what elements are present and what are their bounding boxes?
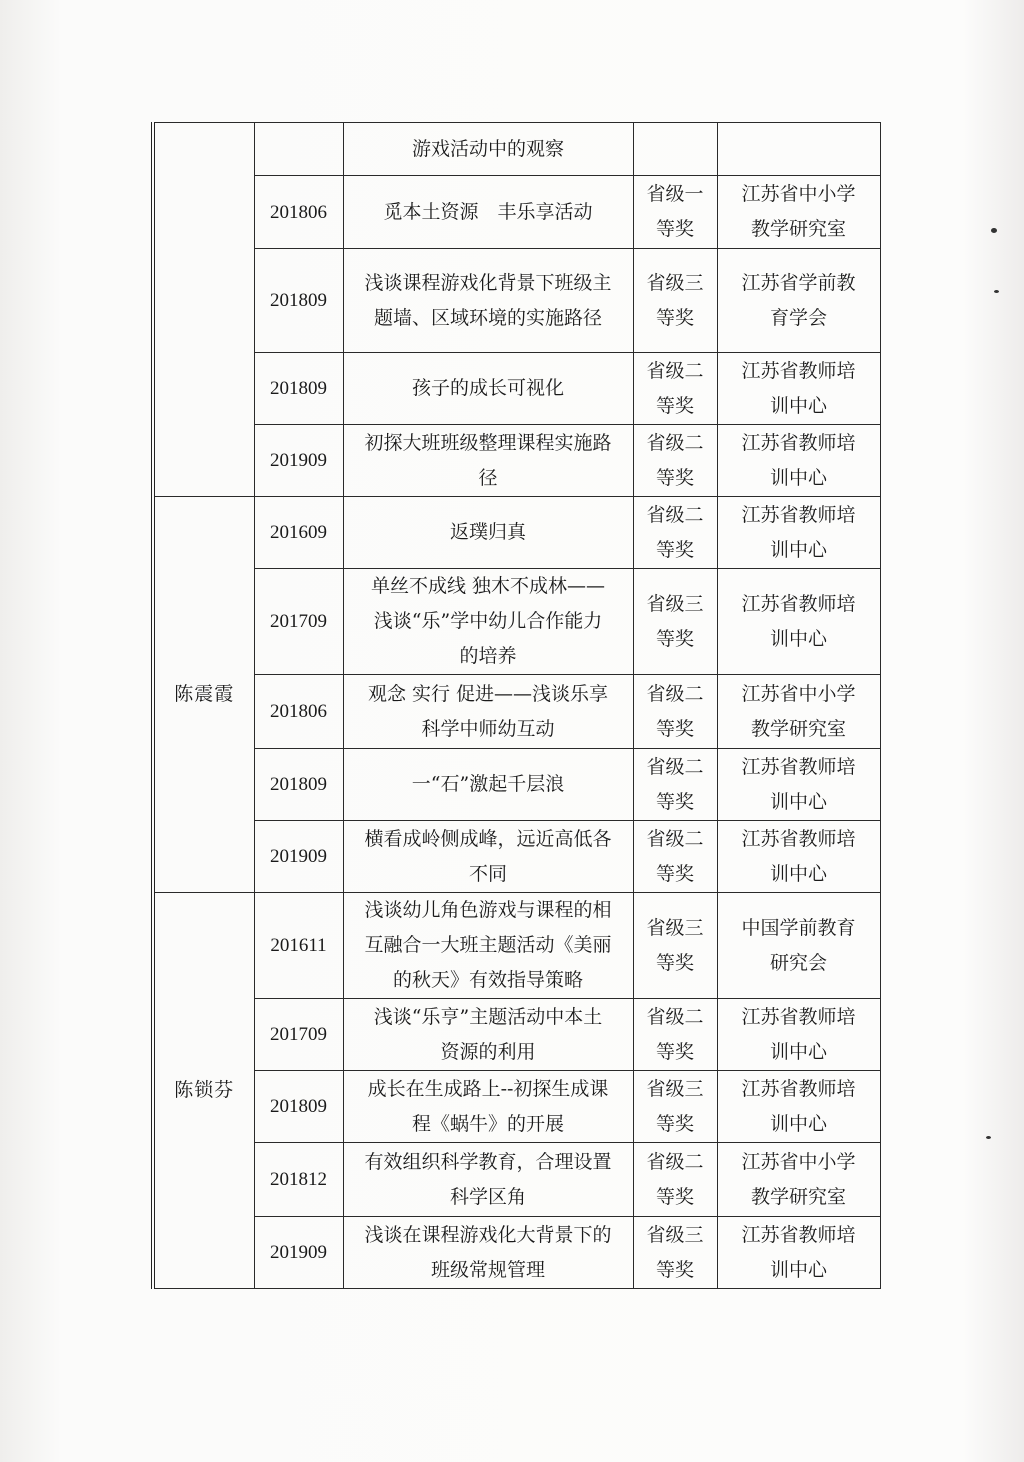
awarding-org-line: 训中心 xyxy=(769,394,827,417)
paper-title-cell xyxy=(343,353,633,425)
paper-title-line: 浅谈“乐”学中幼儿合作能力 xyxy=(373,610,603,632)
paper-title-line: 觅本土资源 丰乐享活动 xyxy=(383,200,593,223)
table-row xyxy=(153,1217,880,1289)
table-row xyxy=(153,1071,880,1143)
award-level-line: 省级二 xyxy=(646,755,704,778)
awarding-org-line: 教学研究室 xyxy=(750,1185,846,1208)
awarding-org-line: 江苏省教师培 xyxy=(741,431,856,454)
paper-title-cell xyxy=(343,1143,633,1217)
awarding-org-cell xyxy=(717,353,880,425)
award-level-line: 等奖 xyxy=(655,1040,694,1063)
award-level-cell xyxy=(633,999,717,1071)
awarding-org-cell xyxy=(717,569,880,675)
award-level-cell xyxy=(633,675,717,749)
table-row xyxy=(153,123,880,176)
paper-title-cell xyxy=(343,249,633,353)
paper-title-cell xyxy=(343,1217,633,1289)
award-level-line: 省级一 xyxy=(646,183,704,205)
awarding-org-cell xyxy=(717,176,880,249)
awarding-org-line: 训中心 xyxy=(769,790,827,813)
paper-title-line: 科学区角 xyxy=(449,1185,526,1208)
award-level-line: 省级三 xyxy=(646,592,704,615)
award-date-cell: 201809 xyxy=(254,749,343,821)
awarding-org-line: 训中心 xyxy=(769,538,827,561)
award-level-line: 省级二 xyxy=(646,827,704,850)
teacher-name-cell: 陈锁芬 xyxy=(153,893,254,1289)
award-level-line: 等奖 xyxy=(655,1185,694,1208)
awards-table xyxy=(151,122,881,1289)
paper-title-line: 初探大班班级整理课程实施路 xyxy=(364,431,612,454)
scan-speck xyxy=(986,1136,991,1139)
award-level-cell xyxy=(633,176,717,249)
awarding-org-line: 教学研究室 xyxy=(750,218,846,240)
table-row xyxy=(153,1143,880,1217)
paper-title-line: 浅谈幼儿角色游戏与课程的相 xyxy=(364,899,612,921)
paper-title-cell xyxy=(343,749,633,821)
table-row xyxy=(153,425,880,497)
award-level-line: 省级三 xyxy=(646,916,704,939)
scan-speck xyxy=(994,290,999,293)
awarding-org-cell xyxy=(717,821,880,893)
award-date-cell: 201611 xyxy=(254,893,343,999)
paper-title-line: 的秋天》有效指导策略 xyxy=(392,969,583,991)
awarding-org-line: 江苏省教师培 xyxy=(741,359,856,382)
awarding-org-cell xyxy=(717,123,880,176)
paper-title-line: 题墙、区域环境的实施路径 xyxy=(373,306,602,329)
award-level-cell xyxy=(633,1143,717,1217)
award-level-line: 省级二 xyxy=(646,431,704,454)
awarding-org-line: 训中心 xyxy=(769,1112,827,1135)
award-level-line: 等奖 xyxy=(655,466,694,489)
paper-title-line: 孩子的成长可视化 xyxy=(411,377,564,399)
award-level-line: 等奖 xyxy=(655,790,694,813)
teacher-name-cell: 陈震霞 xyxy=(153,497,254,893)
awarding-org-cell xyxy=(717,999,880,1071)
table-row xyxy=(153,249,880,353)
awarding-org-line: 江苏省教师培 xyxy=(741,1223,856,1246)
award-date-cell: 201909 xyxy=(254,821,343,893)
awarding-org-cell xyxy=(717,497,880,569)
table-row xyxy=(153,497,880,569)
paper-title-cell xyxy=(343,569,633,675)
awarding-org-line: 江苏省教师培 xyxy=(741,1005,856,1028)
award-level-cell xyxy=(633,497,717,569)
awarding-org-line: 江苏省学前教 xyxy=(741,271,856,294)
paper-title-cell xyxy=(343,176,633,249)
award-level-cell xyxy=(633,1217,717,1289)
awarding-org-line: 江苏省教师培 xyxy=(741,1077,856,1100)
paper-title-cell xyxy=(343,425,633,497)
award-level-line: 省级二 xyxy=(646,1005,704,1028)
award-level-cell xyxy=(633,353,717,425)
awarding-org-cell xyxy=(717,749,880,821)
award-date-cell: 201806 xyxy=(254,176,343,249)
awarding-org-line: 江苏省教师培 xyxy=(741,503,856,526)
award-level-line: 等奖 xyxy=(655,627,694,650)
awarding-org-line: 江苏省教师培 xyxy=(741,827,856,850)
award-level-line: 等奖 xyxy=(655,394,694,417)
award-level-line: 省级三 xyxy=(646,271,704,294)
award-date-cell xyxy=(254,123,343,176)
paper-title-line: 有效组织科学教育，合理设置 xyxy=(364,1150,612,1173)
table-row xyxy=(153,893,880,999)
awarding-org-line: 训中心 xyxy=(769,1258,827,1281)
paper-title-line: 成长在生成路上--初探生成课 xyxy=(367,1077,609,1100)
paper-title-line: 横看成岭侧成峰，远近高低各 xyxy=(364,827,612,850)
award-level-cell xyxy=(633,569,717,675)
paper-title-line: 单丝不成线 独木不成林—— xyxy=(370,575,606,597)
awarding-org-line: 江苏省教师培 xyxy=(741,592,856,615)
award-level-line: 等奖 xyxy=(655,862,694,885)
award-level-line: 等奖 xyxy=(655,951,694,974)
award-level-cell xyxy=(633,1071,717,1143)
paper-title-line: 互融合一大班主题活动《美丽 xyxy=(364,934,612,956)
awarding-org-line: 研究会 xyxy=(769,951,827,974)
award-date-cell: 201909 xyxy=(254,425,343,497)
paper-title-line: 返璞归真 xyxy=(449,521,526,543)
table-row xyxy=(153,749,880,821)
awarding-org-line: 训中心 xyxy=(769,466,827,489)
award-date-cell: 201709 xyxy=(254,569,343,675)
table-row xyxy=(153,353,880,425)
award-date-cell: 201809 xyxy=(254,249,343,353)
award-level-line: 等奖 xyxy=(655,1112,694,1135)
awarding-org-line: 训中心 xyxy=(769,627,827,650)
paper-title-cell xyxy=(343,675,633,749)
award-level-line: 省级三 xyxy=(646,1077,704,1100)
paper-title-line: 科学中师幼互动 xyxy=(421,717,555,740)
award-level-cell xyxy=(633,425,717,497)
paper-title-line: 径 xyxy=(478,466,498,489)
awarding-org-line: 中国学前教育 xyxy=(741,916,856,939)
paper-title-line: 不同 xyxy=(468,862,507,885)
table-row xyxy=(153,999,880,1071)
awarding-org-cell xyxy=(717,1143,880,1217)
awards-table-body xyxy=(153,123,880,1289)
paper-title-line: 班级常规管理 xyxy=(430,1258,545,1281)
paper-title-cell xyxy=(343,1071,633,1143)
paper-title-line: 游戏活动中的观察 xyxy=(411,137,564,160)
awarding-org-cell xyxy=(717,425,880,497)
paper-title-line: 观念 实行 促进——浅谈乐享 xyxy=(367,682,609,705)
awarding-org-line: 育学会 xyxy=(769,306,827,329)
award-level-line: 等奖 xyxy=(655,218,694,240)
paper-title-cell xyxy=(343,821,633,893)
awarding-org-line: 江苏省中小学 xyxy=(741,1150,856,1173)
paper-title-cell xyxy=(343,893,633,999)
awarding-org-line: 教学研究室 xyxy=(750,717,846,740)
paper-title-line: 资源的利用 xyxy=(440,1040,536,1063)
awarding-org-line: 训中心 xyxy=(769,862,827,885)
award-level-cell xyxy=(633,893,717,999)
award-level-cell xyxy=(633,249,717,353)
awarding-org-cell xyxy=(717,675,880,749)
award-level-line: 省级二 xyxy=(646,682,704,705)
award-level-line: 等奖 xyxy=(655,306,694,329)
award-level-line: 省级三 xyxy=(646,1223,704,1246)
award-date-cell: 201709 xyxy=(254,999,343,1071)
award-date-cell: 201609 xyxy=(254,497,343,569)
paper-title-cell xyxy=(343,999,633,1071)
awarding-org-line: 训中心 xyxy=(769,1040,827,1063)
award-date-cell: 201909 xyxy=(254,1217,343,1289)
awarding-org-cell xyxy=(717,1217,880,1289)
paper-title-line: 浅谈课程游戏化背景下班级主 xyxy=(364,271,612,294)
table-row xyxy=(153,569,880,675)
table-row xyxy=(153,176,880,249)
paper-title-line: 程《蜗牛》的开展 xyxy=(411,1112,564,1135)
award-level-line: 等奖 xyxy=(655,717,694,740)
award-date-cell: 201806 xyxy=(254,675,343,749)
award-level-line: 省级二 xyxy=(646,503,704,526)
paper-title-line: 浅谈在课程游戏化大背景下的 xyxy=(364,1223,612,1246)
award-level-cell xyxy=(633,123,717,176)
teacher-name-cell xyxy=(153,123,254,497)
awarding-org-cell xyxy=(717,1071,880,1143)
awarding-org-line: 江苏省教师培 xyxy=(741,755,856,778)
paper-title-line: 的培养 xyxy=(459,645,517,667)
awarding-org-cell xyxy=(717,249,880,353)
award-level-cell xyxy=(633,821,717,893)
award-level-line: 省级二 xyxy=(646,359,704,382)
award-date-cell: 201812 xyxy=(254,1143,343,1217)
paper-title-line: 一“石”激起千层浪 xyxy=(411,773,565,795)
award-date-cell: 201809 xyxy=(254,353,343,425)
paper-title-cell xyxy=(343,123,633,176)
table-row xyxy=(153,821,880,893)
awarding-org-line: 江苏省中小学 xyxy=(741,183,856,205)
paper-title-line: 浅谈“乐亨”主题活动中本土 xyxy=(373,1005,603,1028)
award-level-line: 等奖 xyxy=(655,538,694,561)
award-date-cell: 201809 xyxy=(254,1071,343,1143)
awarding-org-line: 江苏省中小学 xyxy=(741,682,856,705)
scan-speck xyxy=(991,228,997,233)
award-level-line: 等奖 xyxy=(655,1258,694,1281)
awarding-org-cell xyxy=(717,893,880,999)
award-level-line: 省级二 xyxy=(646,1150,704,1173)
paper-title-cell xyxy=(343,497,633,569)
award-level-cell xyxy=(633,749,717,821)
table-row xyxy=(153,675,880,749)
